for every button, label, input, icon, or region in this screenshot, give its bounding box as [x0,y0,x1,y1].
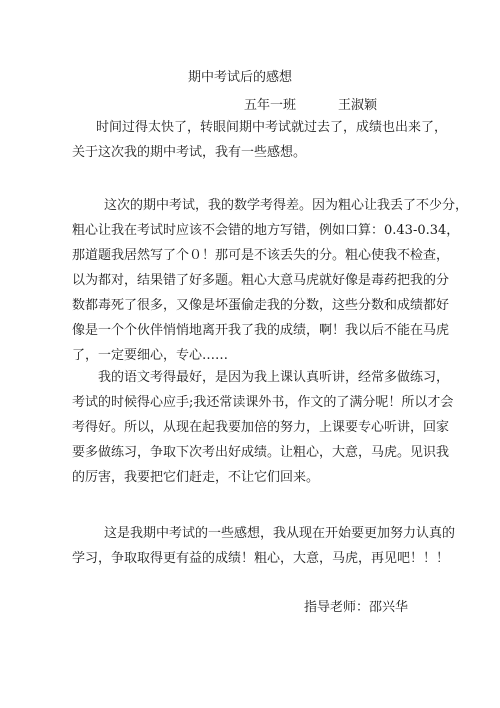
paragraph-2 [72,193,469,368]
paragraph-line: 了，一定要细心，专心…… [72,348,229,363]
document-title: 期中考试后的感想 [188,70,293,85]
paragraph-line: 关于这次我的期中考试，我有一些感想。 [72,145,307,160]
paragraph-line: 这是我期中考试的一些感想，我从现在开始要更加努力认真的 [104,526,456,541]
paragraph-line: 粗心让我在考试时应该不会错的地方写错，例如口算：0.43-0.34， [72,223,460,238]
paragraph-line: 学习，争取取得更有益的成绩！粗心，大意，马虎，再见吧！！！ [72,551,450,566]
paragraph-line: 那道题我居然写了个０！那可是不该丢失的分。粗心使我不检查， [72,248,450,263]
paragraph-4 [72,521,456,571]
paragraph-line: 考得好。所以，从现在起我要加倍的努力，上课要专心听讲，回家 [72,420,450,435]
paragraph-3 [72,365,452,490]
teacher-signature: 指导老师：邵兴华 [304,600,409,615]
paragraph-line: 的厉害，我要把它们赶走，不让它们回来。 [72,470,320,485]
byline [244,94,377,113]
paragraph-line: 以为都对，结果错了好多题。粗心大意马虎就好像是毒药把我的分 [72,273,450,288]
class-name: 五年一班 [244,98,297,113]
paragraph-line: 要多做练习，争取下次考出好成绩。让粗心，大意，马虎。见识我 [72,445,450,460]
paragraph-1 [72,115,452,165]
paragraph-line: 我的语文考得最好，是因为我上课认真听讲，经常多做练习， [98,370,450,385]
paragraph-line: 这次的期中考试，我的数学考得差。因为粗心让我丢了不少分， [104,198,469,213]
paragraph-line: 数都毒死了很多，又像是坏蛋偷走我的分数，这些分数和成绩都好 [72,298,450,313]
paragraph-line: 像是一个个伙伴悄悄地离开我了我的成绩，啊！我以后不能在马虎 [72,323,450,338]
author-name: 王淑颖 [338,98,378,113]
paragraph-line: 时间过得太快了，转眼间期中考试就过去了，成绩也出来了， [96,120,448,135]
paragraph-line: 考试的时候得心应手;我还常读课外书，作文的了满分呢！所以才会 [72,395,454,410]
